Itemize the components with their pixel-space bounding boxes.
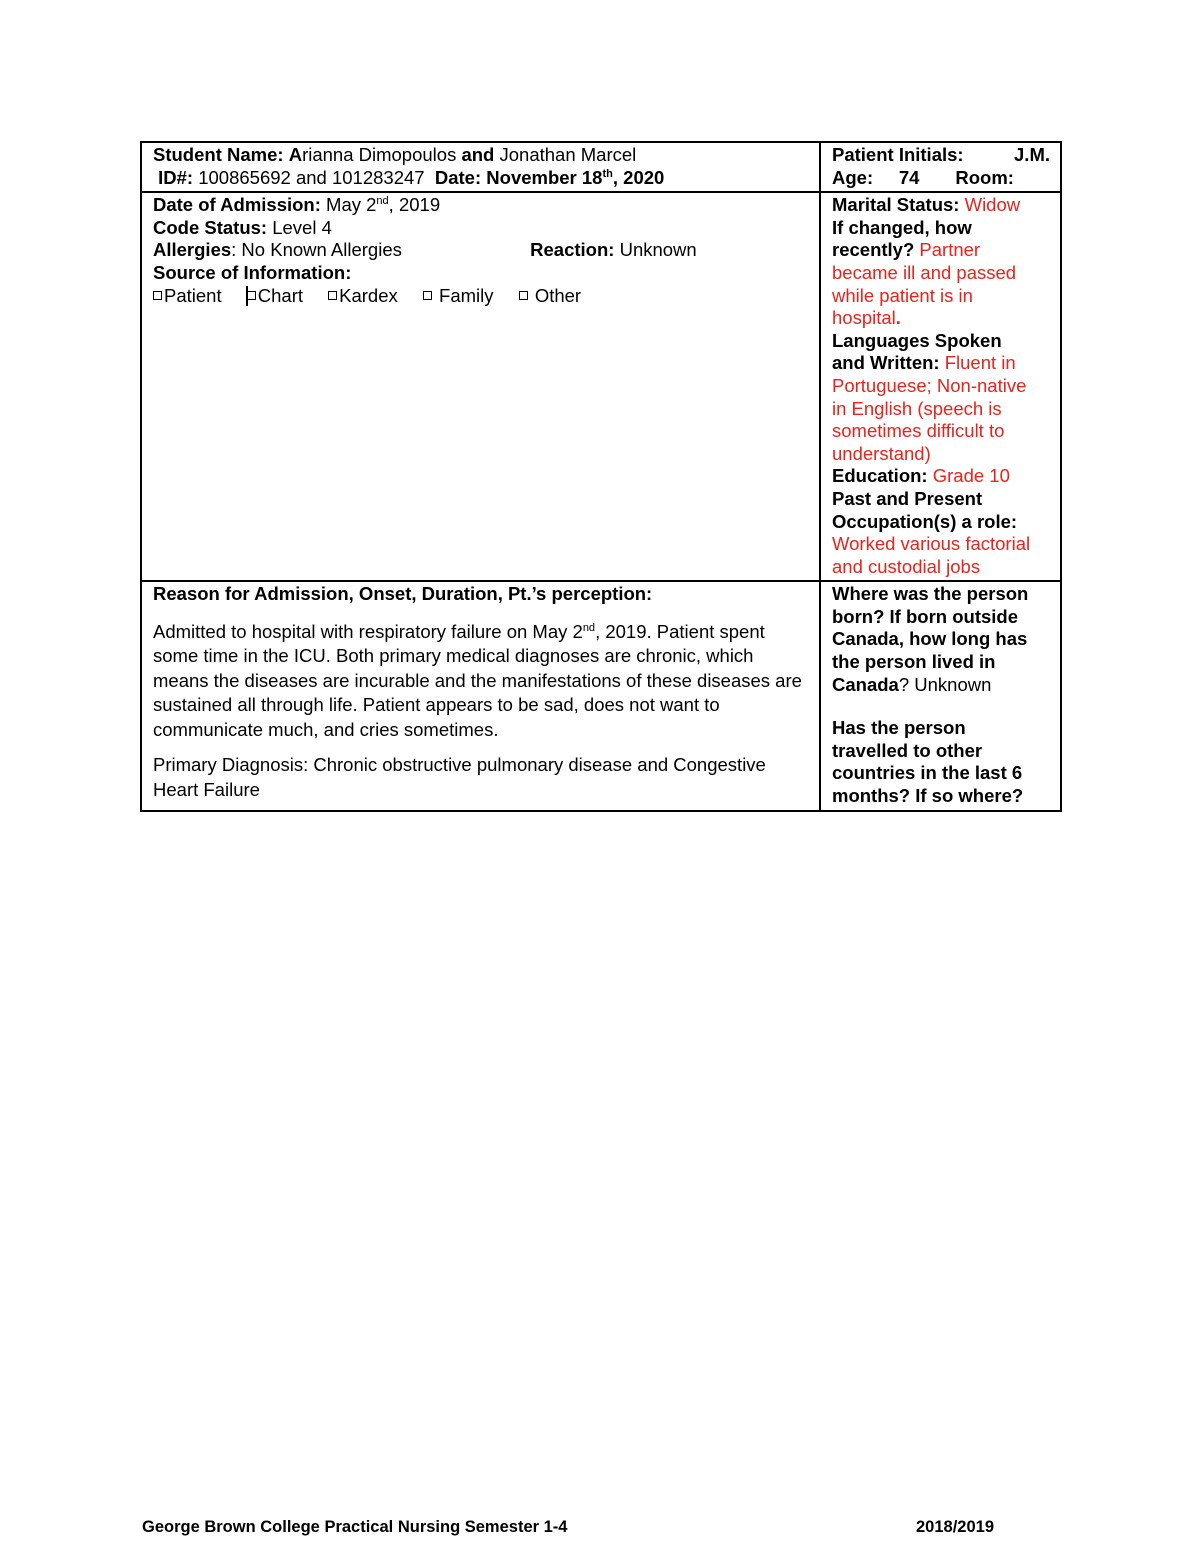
travel-question-line: months? If so where? (832, 785, 1024, 807)
id-value: 100865692 and 101283247 (198, 166, 425, 188)
travel-question-line: Has the person (832, 717, 966, 739)
admission-date-line (153, 194, 809, 217)
languages-line: and Written: Fluent in (832, 352, 1016, 374)
room-label: Room: (955, 166, 1014, 188)
admission-date-value: May 2nd, 2019 (326, 194, 441, 216)
primary-diagnosis: Primary Diagnosis: Chronic obstructive pulmonary disease and Congestive Heart Failure (153, 754, 766, 800)
patient-initials-label: Patient Initials: (832, 144, 964, 165)
changed-value-line: became ill and passed (832, 261, 1017, 283)
reason-row (141, 581, 1061, 810)
languages-value-line: understand) (832, 442, 931, 464)
reason-cell (141, 581, 820, 810)
header-row (141, 142, 1061, 192)
travel-question-line: countries in the last 6 (832, 762, 1023, 784)
text-cursor-icon (246, 286, 248, 306)
source-option-patient[interactable]: Patient (153, 285, 222, 306)
source-option-other[interactable]: Other (519, 285, 581, 306)
student-name-line (153, 144, 809, 167)
student-name-initial: A (288, 144, 303, 165)
birth-question-line: the person lived in (832, 651, 996, 673)
date-label: Date: (434, 166, 482, 188)
allergies-line (153, 239, 809, 262)
allergies-value: : No Known Allergies (231, 239, 402, 261)
changed-line: recently? Partner (832, 239, 981, 261)
code-status-value: Level 4 (272, 216, 332, 238)
checkbox-icon[interactable] (247, 291, 256, 300)
reaction-value: Unknown (619, 239, 697, 261)
changed-value-line: while patient is in (832, 284, 973, 306)
patient-initials-value: J.M. (1014, 144, 1050, 165)
age-label: Age: (832, 166, 874, 188)
marital-status-line: Marital Status: Widow (832, 194, 1021, 216)
checkbox-icon[interactable] (423, 291, 432, 300)
languages-value-line: Portuguese; Non-native (832, 374, 1027, 396)
occupation-label: Past and Present (832, 487, 983, 509)
and-word: and (461, 144, 495, 165)
travel-question-line: travelled to other (832, 739, 983, 761)
code-status-line (153, 217, 809, 240)
code-status-label: Code Status: (153, 216, 268, 238)
student-name-label: Student Name: (153, 144, 284, 165)
checkbox-icon[interactable] (519, 291, 528, 300)
admission-row (141, 192, 1061, 581)
birth-travel-cell (820, 581, 1061, 810)
birth-answer-line: Canada? Unknown (832, 673, 992, 695)
changed-label: If changed, how (832, 216, 972, 238)
patient-assessment-table (140, 141, 1062, 812)
source-options (153, 285, 809, 308)
patient-initials-line (832, 144, 1050, 167)
patient-info-cell (820, 142, 1061, 192)
birth-question-line: Where was the person (832, 583, 1029, 605)
source-label: Source of Information: (153, 261, 352, 283)
checkbox-icon[interactable] (328, 291, 337, 300)
birth-question-line: born? If born outside (832, 605, 1019, 627)
checkbox-icon[interactable] (153, 291, 162, 300)
birth-question-line: Canada, how long has (832, 628, 1028, 650)
admission-date-label: Date of Admission: (153, 194, 321, 216)
occupation-value-line: Worked various factorial (832, 533, 1031, 555)
student-info-cell (141, 142, 820, 192)
admission-cell (141, 192, 820, 581)
education-line: Education: Grade 10 (832, 465, 1010, 487)
id-label: ID#: (158, 166, 194, 188)
age-room-line (832, 167, 1050, 190)
languages-value-line: in English (speech is (832, 397, 1002, 419)
occupation-label: Occupation(s) a role: (832, 510, 1018, 532)
languages-value-line: sometimes difficult to (832, 420, 1005, 442)
age-value: 74 (898, 166, 920, 188)
source-option-family[interactable]: Family (423, 285, 494, 306)
student-name-2: Jonathan Marcel (499, 144, 637, 165)
marital-status-value: Widow (964, 194, 1021, 216)
source-option-chart[interactable]: Chart (247, 285, 303, 306)
reason-label: Reason for Admission, Onset, Duration, Pt.’s perception: (153, 583, 653, 605)
reaction-label: Reaction: (530, 239, 615, 261)
footer-year: 2018/2019 (916, 1518, 994, 1536)
allergies-label: Allergies (153, 239, 232, 261)
student-name-1: rianna Dimopoulos (302, 144, 457, 165)
changed-value-line: hospital. (832, 307, 901, 329)
footer-college: George Brown College Practical Nursing Semester 1-4 (142, 1518, 568, 1536)
date-value: November 18th, 2020 (486, 166, 665, 188)
id-date-line (153, 167, 809, 190)
source-option-kardex[interactable]: Kardex (328, 285, 398, 306)
page-footer (142, 1518, 994, 1537)
occupation-value-line: and custodial jobs (832, 555, 981, 577)
languages-label: Languages Spoken (832, 329, 1002, 351)
social-history-cell (820, 192, 1061, 581)
reason-paragraph: Admitted to hospital with respiratory failure on May 2nd, 2019. Patient spent some time in the ICU. Both primary medical diagnoses are chronic, which means the diseases are incurable and the manifestations of these diseases are sustained all through life. Patient appears to be sad, does not want to communicate much, and cries sometimes. (153, 620, 802, 740)
